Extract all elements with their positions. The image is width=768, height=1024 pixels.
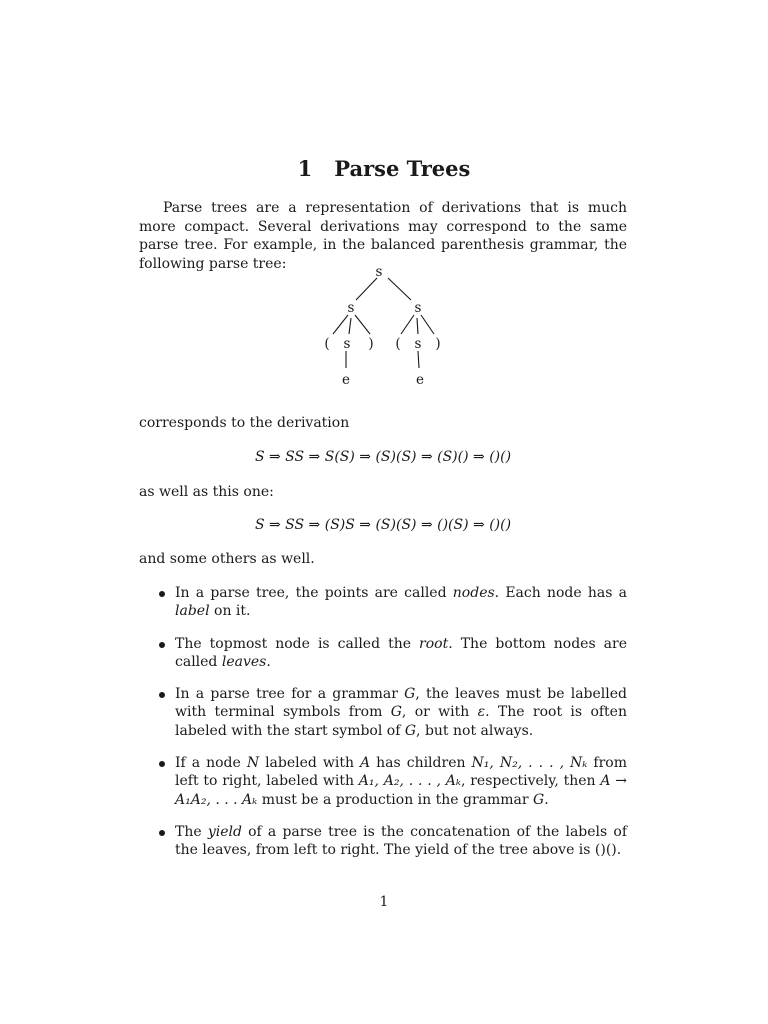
tree-leaf-open-paren: (	[324, 336, 330, 352]
text-span: In a parse tree for a grammar	[175, 686, 405, 703]
text-span: . Each node has a	[494, 585, 627, 601]
section-title: Parse Trees	[334, 156, 471, 181]
tree-leaf-close-paren: )	[435, 336, 441, 352]
list-item	[139, 754, 627, 809]
intro-line-3: the balanced parenthesis grammar, the following parse tree:	[139, 237, 627, 272]
math-symbol: G	[390, 704, 402, 721]
tree-node-s: s	[414, 336, 422, 352]
derivation-2: S ⇒ SS ⇒ (S)S ⇒ (S)(S) ⇒ ()(S) ⇒ ()()	[254, 517, 512, 533]
math-symbol: N	[246, 755, 260, 772]
tree-node-left-s: s	[347, 300, 355, 316]
tree-edge	[388, 278, 411, 300]
text-span: .	[544, 791, 549, 808]
text-span: of a parse tree is the concatenation of the labels of the leaves, from left to right. The yield of the tree above is ()().	[175, 823, 627, 859]
term-nodes: nodes	[452, 585, 495, 601]
tree-leaf-epsilon: e	[342, 372, 350, 388]
text-span: The topmost node is called the	[175, 635, 420, 652]
derivation-intro-text: corresponds to the derivation	[139, 415, 350, 431]
math-symbol: A₁, A₂, . . . , Aₖ	[358, 773, 461, 790]
tree-edge	[421, 315, 434, 334]
bullet-icon	[159, 642, 165, 648]
math-symbol: G	[404, 686, 416, 703]
tree-node-right-s: s	[414, 300, 422, 316]
text-span: If a node	[175, 755, 247, 772]
list-item	[139, 823, 627, 860]
tree-edge	[355, 315, 370, 334]
text-span: has children	[370, 755, 472, 772]
term-leaves: leaves	[221, 653, 267, 670]
second-derivation-text: as well as this one:	[139, 484, 274, 500]
list-item	[139, 584, 627, 621]
term-yield: yield	[207, 823, 242, 840]
parse-tree-diagram	[300, 262, 460, 392]
derivation-1: S ⇒ SS ⇒ S(S) ⇒ (S)(S) ⇒ (S)() ⇒ ()()	[254, 449, 512, 465]
term-root: root	[419, 635, 449, 652]
text-span: . The bottom nodes are called	[175, 635, 627, 670]
math-symbol: G	[404, 722, 417, 739]
tree-leaf-epsilon: e	[416, 372, 424, 388]
tree-leaf-close-paren: )	[368, 336, 374, 352]
intro-line-2: Several derivations may correspond to the same parse tree. For example, in	[139, 218, 628, 253]
text-span: , but not always.	[416, 722, 534, 739]
tree-edge	[356, 278, 377, 300]
section-heading	[0, 156, 768, 181]
list-item	[139, 685, 627, 740]
text-span: on it.	[209, 603, 251, 620]
bullet-icon	[159, 761, 165, 767]
term-label: label	[175, 603, 210, 620]
text-span: .	[266, 653, 271, 670]
text-span: from left to right, labeled with	[175, 755, 628, 790]
math-symbol: ε	[477, 704, 486, 721]
tree-node-s: s	[343, 336, 351, 352]
tree-edge	[401, 315, 414, 334]
definition-list	[139, 584, 627, 874]
text-span: , or with	[401, 704, 478, 721]
intro-line-1: Parse trees are a representation of derivations that is much more compact.	[139, 200, 627, 235]
math-symbol: A → A₁A₂, . . . Aₖ	[175, 773, 627, 808]
section-number: 1	[297, 156, 313, 181]
math-symbol: N₁, N₂, . . . , Nₖ	[471, 755, 588, 772]
others-text: and some others as well.	[139, 551, 315, 567]
list-item	[139, 635, 627, 672]
bullet-icon	[159, 692, 165, 698]
page-number: 1	[379, 894, 389, 910]
text-span: labeled with	[259, 755, 361, 772]
text-span: . The root is often labeled with the start symbol of	[175, 704, 627, 739]
text-span: , the leaves must be labelled with terminal symbols from	[175, 686, 627, 721]
tree-edge	[349, 318, 351, 334]
text-span: , respectively, then	[460, 773, 601, 790]
bullet-icon	[159, 830, 165, 836]
text-span: must be a production in the grammar	[257, 791, 534, 808]
bullet-icon	[159, 591, 165, 597]
tree-edge	[417, 318, 418, 334]
tree-edge	[418, 351, 419, 368]
math-symbol: G	[533, 791, 545, 808]
tree-edge	[333, 315, 348, 334]
text-span: The	[175, 823, 208, 840]
text-span: In a parse tree, the points are called	[175, 585, 453, 601]
tree-node-root: s	[375, 264, 383, 280]
tree-leaf-open-paren: (	[395, 336, 401, 352]
math-symbol: A	[360, 755, 371, 772]
